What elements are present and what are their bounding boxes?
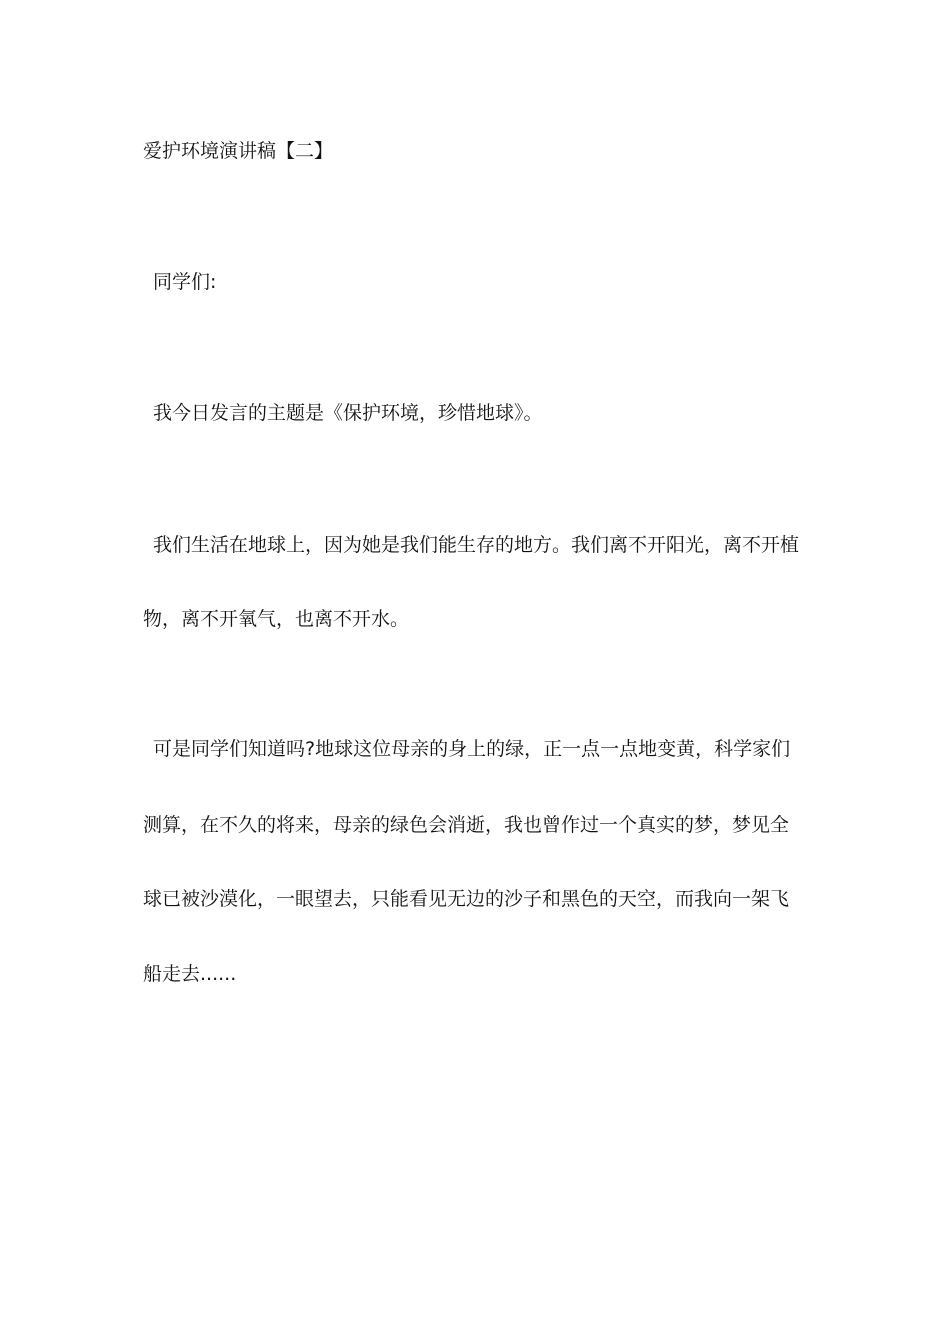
document-title: 爱护环境演讲稿【二】 xyxy=(143,140,334,162)
paragraph-3-line-1: 可是同学们知道吗?地球这位母亲的身上的绿，正一点一点地变黄，科学家们 xyxy=(153,738,791,760)
paragraph-2-line-2: 物，离不开氧气，也离不开水。 xyxy=(143,608,410,630)
salutation: 同学们: xyxy=(153,271,217,293)
paragraph-1: 我今日发言的主题是《保护环境，珍惜地球》。 xyxy=(153,402,543,424)
paragraph-3-line-3: 球已被沙漠化，一眼望去，只能看见无边的沙子和黑色的天空，而我向一架飞 xyxy=(143,888,790,910)
paragraph-2-line-1: 我们生活在地球上，因为她是我们能生存的地方。我们离不开阳光，离不开植 xyxy=(153,534,800,556)
paragraph-3-line-4: 船走去...... xyxy=(143,963,237,985)
paragraph-3-line-2: 测算，在不久的将来，母亲的绿色会消逝，我也曾作过一个真实的梦，梦见全 xyxy=(143,814,790,836)
